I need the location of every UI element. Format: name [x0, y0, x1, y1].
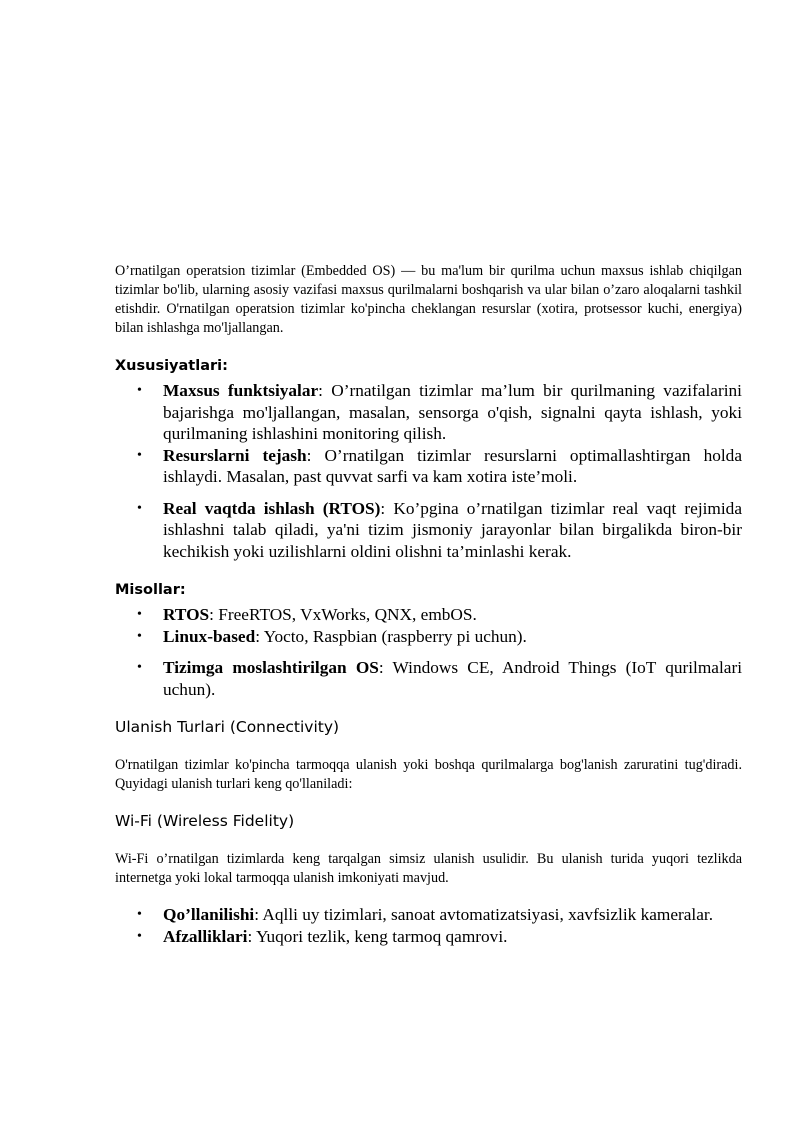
bullet-icon: •	[137, 907, 142, 922]
list-item	[115, 445, 742, 488]
bullet-icon: •	[137, 607, 142, 622]
list-item-text: : FreeRTOS, VxWorks, QNX, embOS.	[209, 605, 477, 624]
list-item-text: : O’rnatilgan tizimlar ma’lum bir qurilmaning vazifalarini bajarishga mo'ljallangan, masalan, sensorga o'qish, signalni qayta ishlash, yoki qurilmaning ishlashini monitoring qilish.	[163, 381, 742, 443]
bullet-icon: •	[137, 928, 142, 944]
list-item	[115, 904, 742, 926]
list-item	[115, 380, 742, 445]
list-item-text: : Aqlli uy tizimlari, sanoat avtomatizatsiyasi, xavfsizlik kameralar.	[254, 905, 714, 924]
bullet-icon: •	[137, 660, 142, 675]
list-item-term: RTOS	[163, 605, 210, 624]
list-item	[115, 626, 742, 648]
list-item-text: : Yocto, Raspbian (raspberry pi uchun).	[255, 626, 527, 646]
bullet-icon: •	[137, 383, 142, 398]
list-item-term: Afzalliklari	[163, 926, 248, 946]
list-item-term: Resurslarni tejash	[163, 445, 307, 465]
examples-list	[115, 604, 742, 700]
examples-heading: Misollar:	[115, 582, 186, 598]
connectivity-paragraph: O'rnatilgan tizimlar ko'pincha tarmoqqa ulanish yoki boshqa qurilmalarga bog'lanish zaruratini tug'diradi. Quyidagi ulanish turlari keng qo'llaniladi:	[115, 757, 742, 792]
bullet-icon: •	[137, 500, 142, 516]
list-item-text: : Ko’pgina o’rnatilgan tizimlar real vaqt rejimida ishlashni talab qiladi, ya'ni tizim jismoniy jarayonlar bilan birgalikda biron-bir kechikish yoki uzilishlarni oldini olishni ta’minlashi kerak.	[163, 498, 742, 561]
intro-paragraph: O’rnatilgan operatsion tizimlar (Embedded OS) — bu ma'lum bir qurilma uchun maxsus ishlab chiqilgan tizimlar bo'lib, ularning asosiy vazifasi maxsus qurilmalarni boshqarish va ular bilan o’zaro aloqalarni tashkil etishdir. O'rnatilgan operatsion tizimlar ko'pincha cheklangan resurslar (xotira, protsessor kuchi, energiya) bilan ishlashga mo'ljallangan.	[115, 263, 742, 336]
list-item-term: Qo’llanilishi	[163, 905, 255, 924]
list-item	[115, 498, 742, 563]
bullet-icon: •	[137, 447, 142, 463]
connectivity-heading: Ulanish Turlari (Connectivity)	[115, 718, 340, 736]
wifi-list	[115, 904, 742, 947]
list-item-term: Real vaqtda ishlash (RTOS)	[163, 498, 381, 518]
list-item	[115, 657, 742, 700]
document-page	[115, 262, 742, 947]
list-item-term: Tizimga moslashtirilgan OS	[163, 658, 379, 677]
bullet-icon: •	[137, 628, 142, 644]
wifi-paragraph: Wi-Fi o’rnatilgan tizimlarda keng tarqalgan simsiz ulanish usulidir. Bu ulanish turida yuqori tezlikda internetga yoki lokal tarmoqqa ulanish imkoniyati mavjud.	[115, 851, 742, 886]
wifi-heading: Wi-Fi (Wireless Fidelity)	[115, 812, 295, 830]
list-item-text: : Windows CE, Android Things (IoT qurilmalari uchun).	[163, 658, 742, 699]
list-item-text: : O’rnatilgan tizimlar resurslarni optimallashtirgan holda ishlaydi. Masalan, past quvvat sarfi va kam xotira iste’moli.	[163, 445, 742, 486]
list-item-text: : Yuqori tezlik, keng tarmoq qamrovi.	[247, 926, 508, 946]
features-heading: Xususiyatlari:	[115, 358, 228, 374]
list-item-term: Linux-based	[163, 626, 256, 646]
list-item	[115, 604, 742, 626]
features-list	[115, 380, 742, 562]
list-item	[115, 926, 742, 948]
list-item-term: Maxsus funktsiyalar	[163, 381, 319, 400]
